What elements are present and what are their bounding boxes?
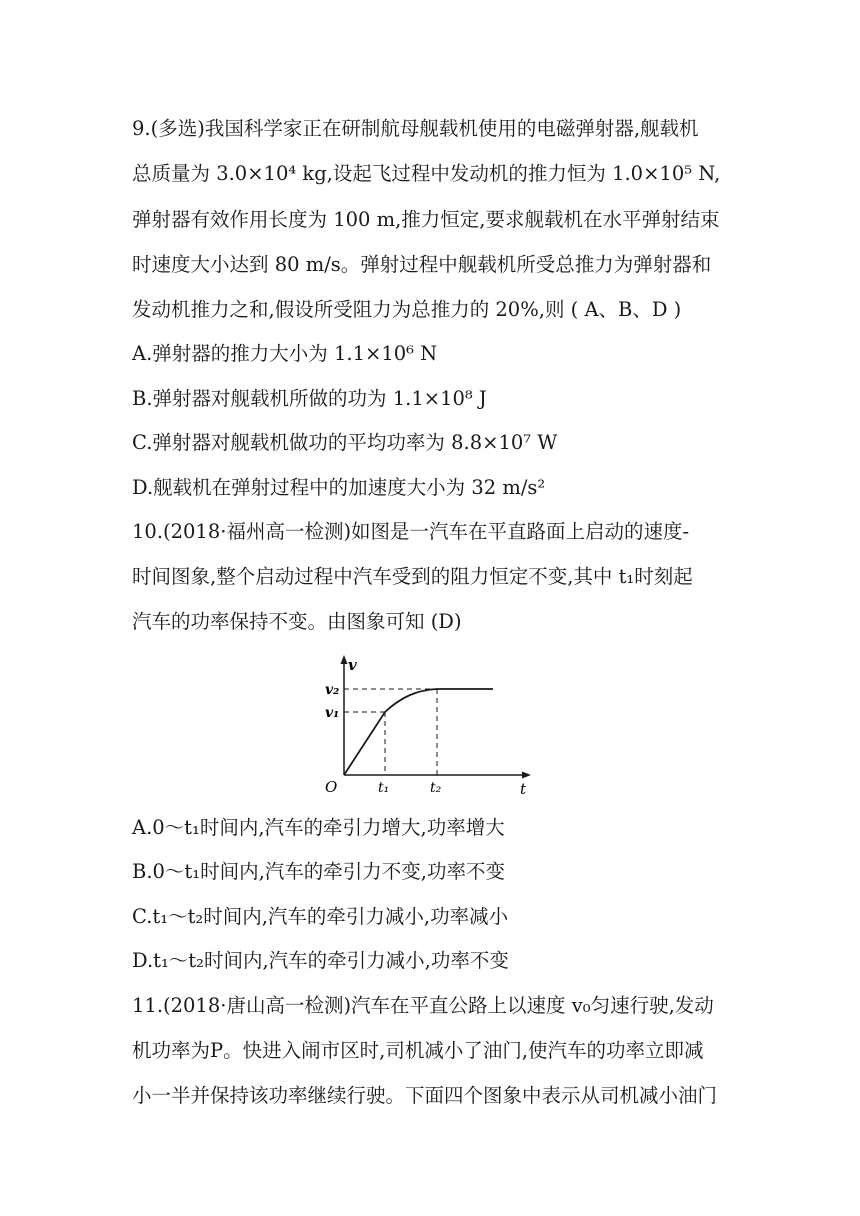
t2-label: t₂ (430, 780, 442, 796)
velocity-time-graph (325, 652, 535, 797)
q10-line-2: 时间图象,整个启动过程中汽车受到的阻力恒定不变,其中 t₁时刻起 (132, 565, 693, 588)
y-axis-arrow (341, 655, 348, 664)
q11-line-1: 11.(2018·唐山高一检测)汽车在平直公路上以速度 v₀匀速行驶,发动 (132, 994, 714, 1017)
q10-line-1: 10.(2018·福州高一检测)如图是一汽车在平直路面上启动的速度- (132, 520, 690, 543)
q9-line-1: 9.(多选)我国科学家正在研制航母舰载机使用的电磁弹射器,舰载机 (132, 117, 699, 140)
v2-label: v₂ (325, 682, 340, 698)
q9-option-c: C.弹射器对舰载机做功的平均功率为 8.8×10⁷ W (132, 431, 558, 454)
velocity-curve (344, 689, 493, 775)
q10-option-c: C.t₁～t₂时间内,汽车的牵引力减小,功率减小 (132, 905, 509, 928)
q10-option-a: A.0～t₁时间内,汽车的牵引力增大,功率增大 (132, 816, 505, 839)
q9-line-2: 总质量为 3.0×10⁴ kg,设起飞过程中发动机的推力恒为 1.0×10⁵ N, (132, 162, 721, 185)
q9-option-b: B.弹射器对舰载机所做的功为 1.1×10⁸ J (132, 387, 487, 410)
q11-line-2: 机功率为P。快进入闹市区时,司机减小了油门,使汽车的功率立即减 (132, 1039, 704, 1062)
q10-option-d: D.t₁～t₂时间内,汽车的牵引力减小,功率不变 (132, 949, 509, 972)
t1-label: t₁ (378, 780, 390, 796)
q10-line-3: 汽车的功率保持不变。由图象可知 (D) (132, 610, 462, 633)
q9-line-5: 发动机推力之和,假设所受阻力为总推力的 20%,则 ( A、B、D ) (132, 298, 682, 321)
q9-line-3: 弹射器有效作用长度为 100 m,推力恒定,要求舰载机在水平弹射结束 (132, 208, 720, 231)
x-axis-label: t (520, 780, 527, 797)
y-axis-label: v (348, 656, 357, 674)
v1-label: v₁ (325, 705, 340, 721)
q9-option-d: D.舰载机在弹射过程中的加速度大小为 32 m/s² (132, 476, 546, 499)
q9-option-a: A.弹射器的推力大小为 1.1×10⁶ N (132, 342, 438, 365)
q9-line-4: 时速度大小达到 80 m/s。弹射过程中舰载机所受总推力为弹射器和 (132, 253, 712, 276)
q11-line-3: 小一半并保持该功率继续行驶。下面四个图象中表示从司机减小油门 (132, 1084, 718, 1107)
x-axis-arrow (522, 772, 531, 779)
q10-option-b: B.0～t₁时间内,汽车的牵引力不变,功率不变 (132, 860, 505, 883)
origin-label: O (325, 778, 338, 796)
